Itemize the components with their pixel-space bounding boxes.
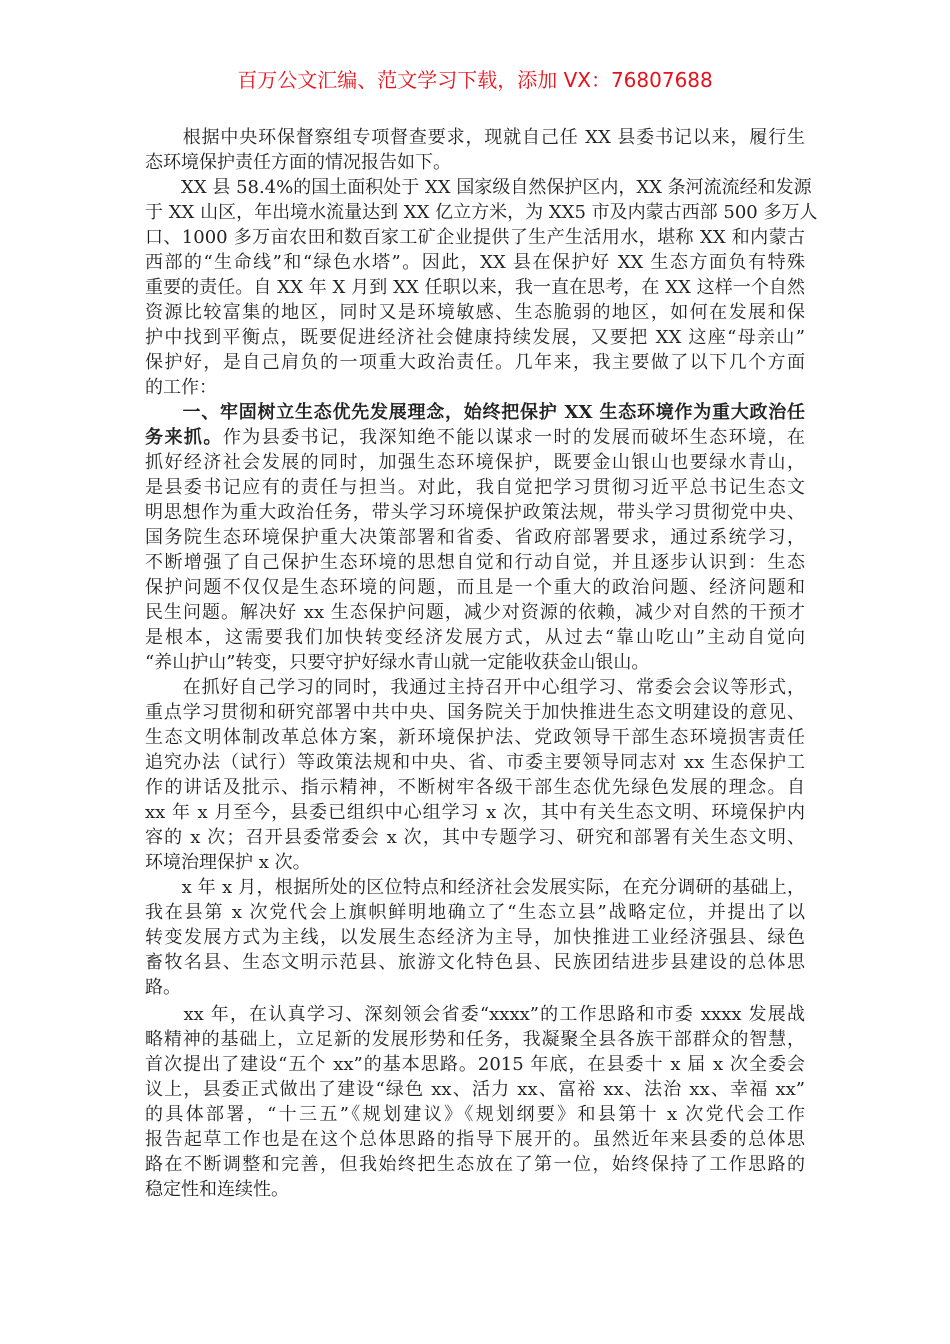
paragraph-line: 民生问题。解决好 xx 生态保护问题，减少对资源的依赖，减少对自然的干预才 bbox=[145, 602, 805, 623]
paragraph-line: 抓好经济社会发展的同时，加强生态环境保护，既要金山银山也要绿水青山， bbox=[145, 452, 805, 473]
paragraph-line: x 年 x 月，根据所处的区位特点和经济社会发展实际，在充分调研的基础上， bbox=[145, 877, 805, 898]
paragraph bbox=[145, 175, 818, 400]
paragraph-line: 是县委书记应有的责任与担当。对此，我自觉把学习贯彻习近平总书记生态文 bbox=[145, 477, 805, 498]
paragraph-line: XX 县 58.4%的国土面积处于 XX 国家级自然保护区内，XX 条河流流经和发源 bbox=[145, 177, 812, 198]
paragraph-text: 作为县委书记，我深知绝不能以谋求一时的发展而破坏生态环境，在 bbox=[222, 427, 806, 448]
paragraph-line: 国务院生态环境保护重大决策部署和省委、省政府部署要求，通过系统学习， bbox=[145, 527, 805, 548]
paragraph-line bbox=[145, 425, 805, 450]
paragraph-line: 口、1000 多万亩农田和数百家工矿企业提供了生产生活用水，堪称 XX 和内蒙古 bbox=[145, 227, 805, 248]
paragraph-line: 护中找到平衡点，既要促进经济社会健康持续发展，又要把 XX 这座“母亲山” bbox=[145, 327, 805, 348]
paragraph-line: 报告起草工作也是在这个总体思路的指导下展开的。虽然近年来县委的总体思 bbox=[145, 1129, 805, 1150]
download-banner: 百万公文汇编、范文学习下载，添加 VX：76807688 bbox=[237, 68, 713, 92]
paragraph-line: 的具体部署，“十三五”《规划建议》《规划纲要》和县第十 x 次党代会工作 bbox=[145, 1104, 805, 1125]
paragraph-line: 是根本，这需要我们加快转变经济发展方式，从过去“靠山吃山”主动自觉向 bbox=[145, 627, 805, 648]
paragraph-line: 容的 x 次；召开县委常委会 x 次，其中专题学习、研究和部署有关生态文明、 bbox=[145, 827, 805, 848]
paragraph-line: 根据中央环保督察组专项督查要求，现就自己任 XX 县委书记以来，履行生 bbox=[145, 127, 805, 148]
paragraph-line: 重点学习贯彻和研究部署中共中央、国务院关于加快推进生态文明建设的意见、 bbox=[145, 702, 805, 723]
paragraph-line: “养山护山”转变，只要守护好绿水青山就一定能收获金山银山。 bbox=[145, 652, 650, 673]
paragraph-line: 的工作： bbox=[145, 377, 217, 398]
paragraph-line: 追究办法（试行）等政策法规和中央、省、市委主要领导同志对 xx 生态保护工 bbox=[145, 752, 805, 773]
paragraph-line: 路。 bbox=[145, 977, 181, 998]
paragraph bbox=[145, 675, 805, 875]
paragraph-line: 资源比较富集的地区，同时又是环境敏感、生态脆弱的地区，如何在发展和保 bbox=[145, 302, 805, 323]
paragraph bbox=[145, 1002, 805, 1202]
paragraph-line: xx 年 x 月至今，县委已组织中心组学习 x 次，其中有关生态文明、环境保护内 bbox=[145, 802, 805, 823]
paragraph-line: 环境治理保护 x 次。 bbox=[145, 852, 311, 873]
section-heading: 一、牢固树立生态优先发展理念，始终把保护 XX 生态环境作为重大政治任 bbox=[145, 402, 805, 423]
paragraph-line: 转变发展方式为主线，以发展生态经济为主导，加快推进工业经济强县、绿色 bbox=[145, 927, 805, 948]
paragraph-line: 作的讲话及批示、指示精神，不断树牢各级干部生态优先绿色发展的理念。自 bbox=[145, 777, 805, 798]
paragraph-line: 在抓好自己学习的同时，我通过主持召开中心组学习、常委会会议等形式， bbox=[145, 677, 805, 698]
paragraph-line: 首次提出了建设“五个 xx”的基本思路。2015 年底，在县委十 x 届 x 次全委会 bbox=[145, 1054, 805, 1075]
paragraph-line: 于 XX 山区，年出境水流量达到 XX 亿立方米，为 XX5 市及内蒙古西部 500 多万人 bbox=[145, 202, 818, 223]
paragraph-line: 态环境保护责任方面的情况报告如下。 bbox=[145, 152, 451, 173]
paragraph-line: 我在县第 x 次党代会上旗帜鲜明地确立了“生态立县”战略定位，并提出了以 bbox=[145, 902, 805, 923]
paragraph-line: 明思想作为重大政治任务，带头学习环境保护政策法规，带头学习贯彻党中央、 bbox=[145, 502, 805, 523]
paragraph-line: 稳定性和连续性。 bbox=[145, 1179, 289, 1200]
paragraph-line: 西部的“生命线”和“绿色水塔”。因此，XX 县在保护好 XX 生态方面负有特殊 bbox=[145, 252, 805, 273]
paragraph-line: 畜牧名县、生态文明示范县、旅游文化特色县、民族团结进步县建设的总体思 bbox=[145, 952, 805, 973]
paragraph-line: xx 年，在认真学习、深刻领会省委“xxxx”的工作思路和市委 xxxx 发展战 bbox=[145, 1004, 805, 1025]
paragraph-line: 重要的责任。自 XX 年 X 月到 XX 任职以来，我一直在思考，在 XX 这样一个自然 bbox=[145, 277, 805, 298]
document-body bbox=[145, 125, 818, 1202]
paragraph-line: 议上，县委正式做出了建设“绿色 xx、活力 xx、富裕 xx、法治 xx、幸福 xx” bbox=[145, 1079, 805, 1100]
paragraph bbox=[145, 875, 805, 1000]
paragraph bbox=[145, 125, 805, 175]
paragraph-line: 略精神的基础上，立足新的发展形势和任务，我凝聚全县各族干部群众的智慧， bbox=[145, 1029, 805, 1050]
paragraph-line: 路在不断调整和完善，但我始终把生态放在了第一位，始终保持了工作思路的 bbox=[145, 1154, 805, 1175]
paragraph bbox=[145, 400, 805, 675]
section-heading-end: 务来抓。 bbox=[145, 427, 223, 448]
paragraph-line: 保护问题不仅仅是生态环境的问题，而且是一个重大的政治问题、经济问题和 bbox=[145, 577, 805, 598]
paragraph-line: 保护好，是自己肩负的一项重大政治责任。几年来，我主要做了以下几个方面 bbox=[145, 352, 805, 373]
paragraph-line: 不断增强了自己保护生态环境的思想自觉和行动自觉，并且逐步认识到：生态 bbox=[145, 552, 805, 573]
paragraph-line: 生态文明体制改革总体方案，新环境保护法、党政领导干部生态环境损害责任 bbox=[145, 727, 805, 748]
